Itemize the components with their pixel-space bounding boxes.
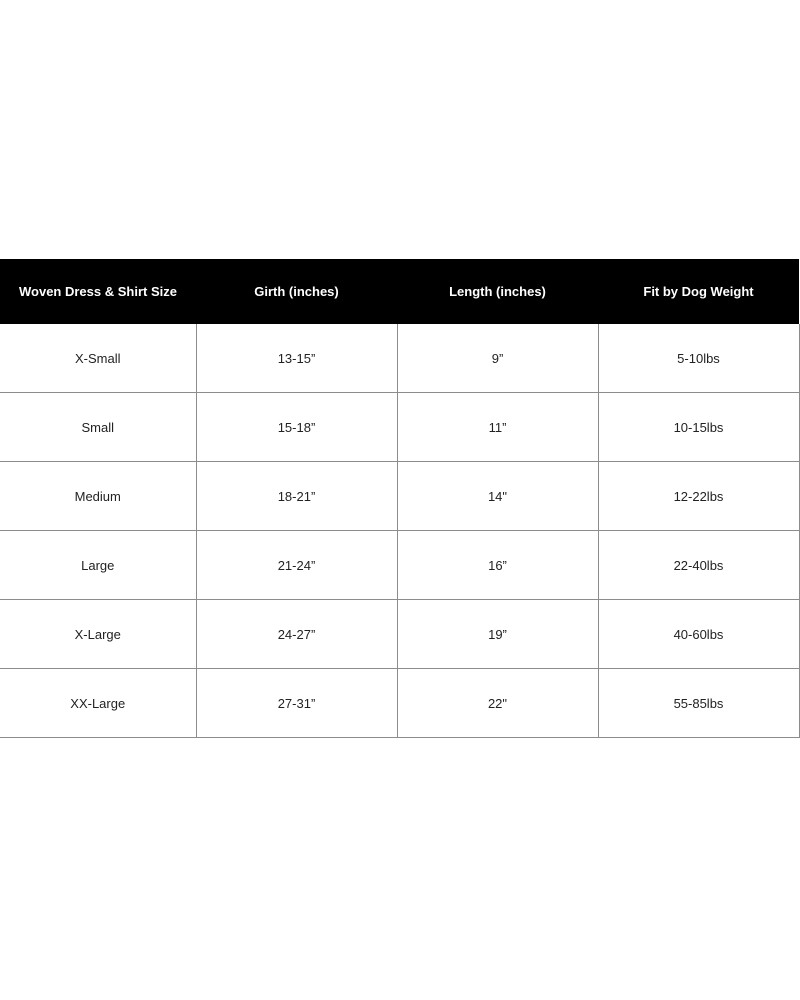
cell-girth: 21-24” — [196, 531, 397, 600]
cell-length: 22" — [397, 669, 598, 738]
table-row — [0, 393, 799, 462]
header-row — [0, 259, 799, 324]
cell-weight: 22-40lbs — [598, 531, 799, 600]
cell-length: 11” — [397, 393, 598, 462]
cell-size: Medium — [0, 462, 196, 531]
cell-girth: 13-15” — [196, 324, 397, 393]
table-row — [0, 669, 799, 738]
cell-length: 14" — [397, 462, 598, 531]
cell-length: 9” — [397, 324, 598, 393]
cell-weight: 12-22lbs — [598, 462, 799, 531]
table-header — [0, 259, 799, 324]
cell-girth: 15-18” — [196, 393, 397, 462]
table-row — [0, 462, 799, 531]
table-body — [0, 324, 799, 738]
cell-weight: 5-10lbs — [598, 324, 799, 393]
cell-girth: 24-27” — [196, 600, 397, 669]
header-size: Woven Dress & Shirt Size — [0, 259, 196, 324]
cell-size: X-Large — [0, 600, 196, 669]
table-row — [0, 324, 799, 393]
cell-length: 19” — [397, 600, 598, 669]
table-row — [0, 531, 799, 600]
cell-weight: 10-15lbs — [598, 393, 799, 462]
size-chart-table — [0, 259, 800, 738]
cell-weight: 40-60lbs — [598, 600, 799, 669]
cell-size: XX-Large — [0, 669, 196, 738]
cell-girth: 27-31” — [196, 669, 397, 738]
cell-size: Small — [0, 393, 196, 462]
cell-weight: 55-85lbs — [598, 669, 799, 738]
header-weight: Fit by Dog Weight — [598, 259, 799, 324]
table-row — [0, 600, 799, 669]
cell-size: Large — [0, 531, 196, 600]
cell-girth: 18-21” — [196, 462, 397, 531]
cell-length: 16” — [397, 531, 598, 600]
cell-size: X-Small — [0, 324, 196, 393]
header-girth: Girth (inches) — [196, 259, 397, 324]
header-length: Length (inches) — [397, 259, 598, 324]
